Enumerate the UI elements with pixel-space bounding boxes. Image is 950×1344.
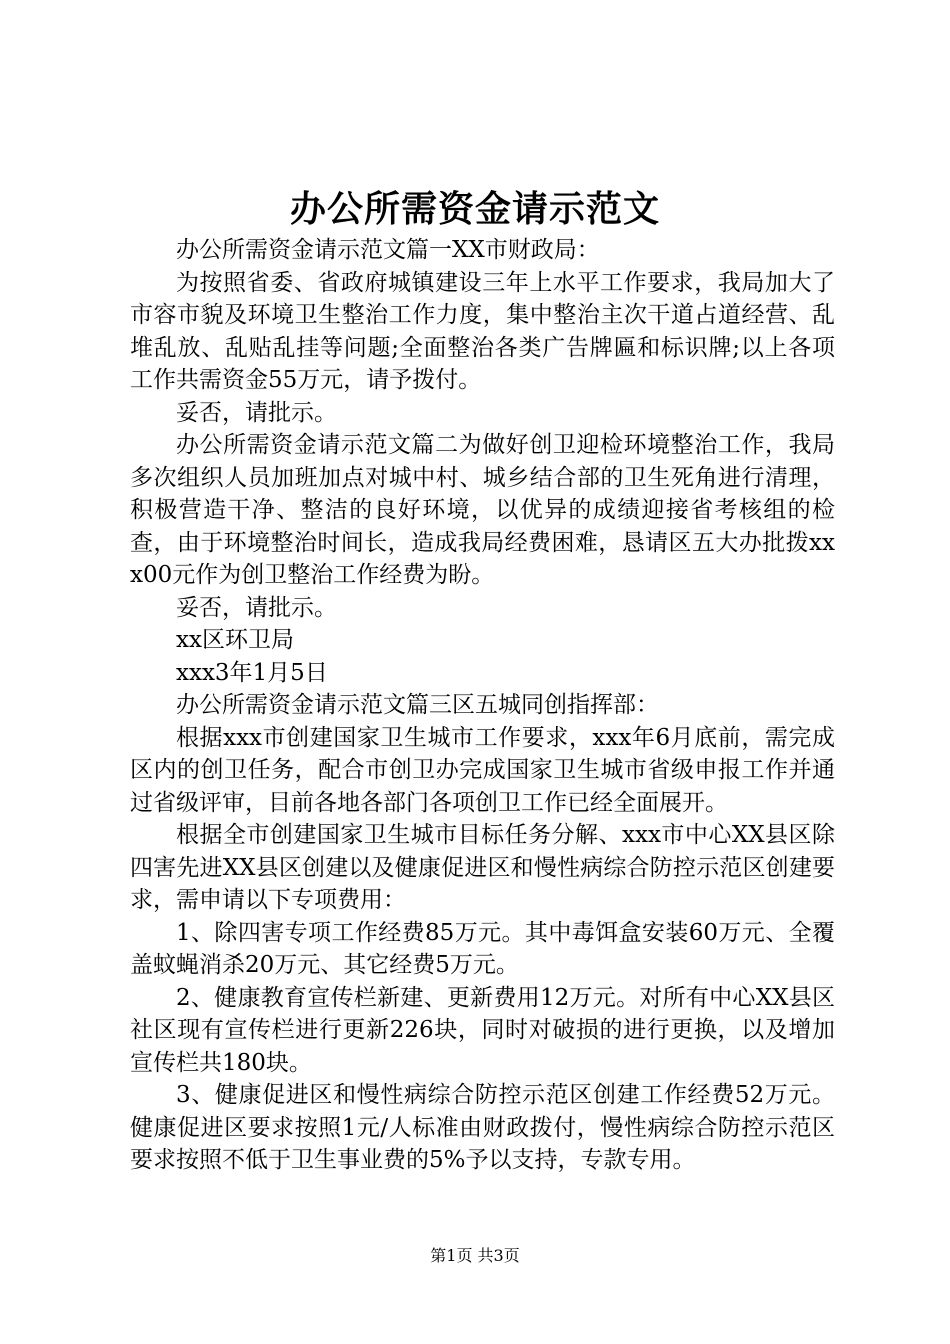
document-body — [130, 234, 835, 1177]
paragraph-date: xxx3年1月5日 — [176, 659, 328, 686]
paragraph-item-1: 1、除四害专项工作经费85万元。其中毒饵盒安装60万元、全覆盖蚊蝇消杀20万元、其它经费5万元。 — [130, 919, 835, 978]
paragraph-closing-1: 妥否，请批示。 — [176, 399, 337, 426]
paragraph-body-1: 为按照省委、省政府城镇建设三年上水平工作要求，我局加大了市容市貌及环境卫生整治工作力度，集中整治主次干道占道经营、乱堆乱放、乱贴乱挂等问题;全面整治各类广告牌匾和标识牌;以上各项工作共需资金55万元，请予拨付。 — [130, 269, 835, 393]
paragraph-salutation-1: 办公所需资金请示范文篇一XX市财政局： — [176, 237, 600, 263]
paragraph-item-2: 2、健康教育宣传栏新建、更新费用12万元。对所有中心XX县区社区现有宣传栏进行更新226块，同时对破损的进行更换，以及增加宣传栏共180块。 — [130, 984, 835, 1076]
paragraph-signature: xx区环卫局 — [176, 627, 294, 653]
paragraph-body-3: 根据xxx市创建国家卫生城市工作要求，xxx年6月底前，需完成区内的创卫任务，配合市创卫办完成国家卫生城市省级申报工作并通过省级评审，目前各地各部门各项创卫工作已经全面展开。 — [130, 724, 835, 816]
paragraph-closing-2: 妥否，请批示。 — [176, 594, 337, 621]
paragraph-body-4: 根据全市创建国家卫生城市目标任务分解、xxx市中心XX县区除四害先进XX县区创建以及健康促进区和慢性病综合防控示范区创建要求，需申请以下专项费用： — [130, 822, 835, 913]
document-title: 办公所需资金请示范文 — [289, 188, 660, 230]
page-number-footer: 第1页 共3页 — [430, 1246, 520, 1265]
paragraph-item-3: 3、健康促进区和慢性病综合防控示范区创建工作经费52万元。健康促进区要求按照1元/人标准由财政拨付，慢性病综合防控示范区要求按照不低于卫生事业费的5%予以支持，专款专用。 — [130, 1082, 835, 1173]
paragraph-salutation-3: 办公所需资金请示范文篇三区五城同创指挥部： — [176, 692, 659, 718]
paragraph-body-2: 办公所需资金请示范文篇二为做好创卫迎检环境整治工作，我局多次组织人员加班加点对城中村、城乡结合部的卫生死角进行清理，积极营造干净、整洁的良好环境，以优异的成绩迎接省考核组的检查，由于环境整治时间长，造成我局经费困难，恳请区五大办批拨xxx00元作为创卫整治工作经费为盼。 — [130, 432, 835, 588]
